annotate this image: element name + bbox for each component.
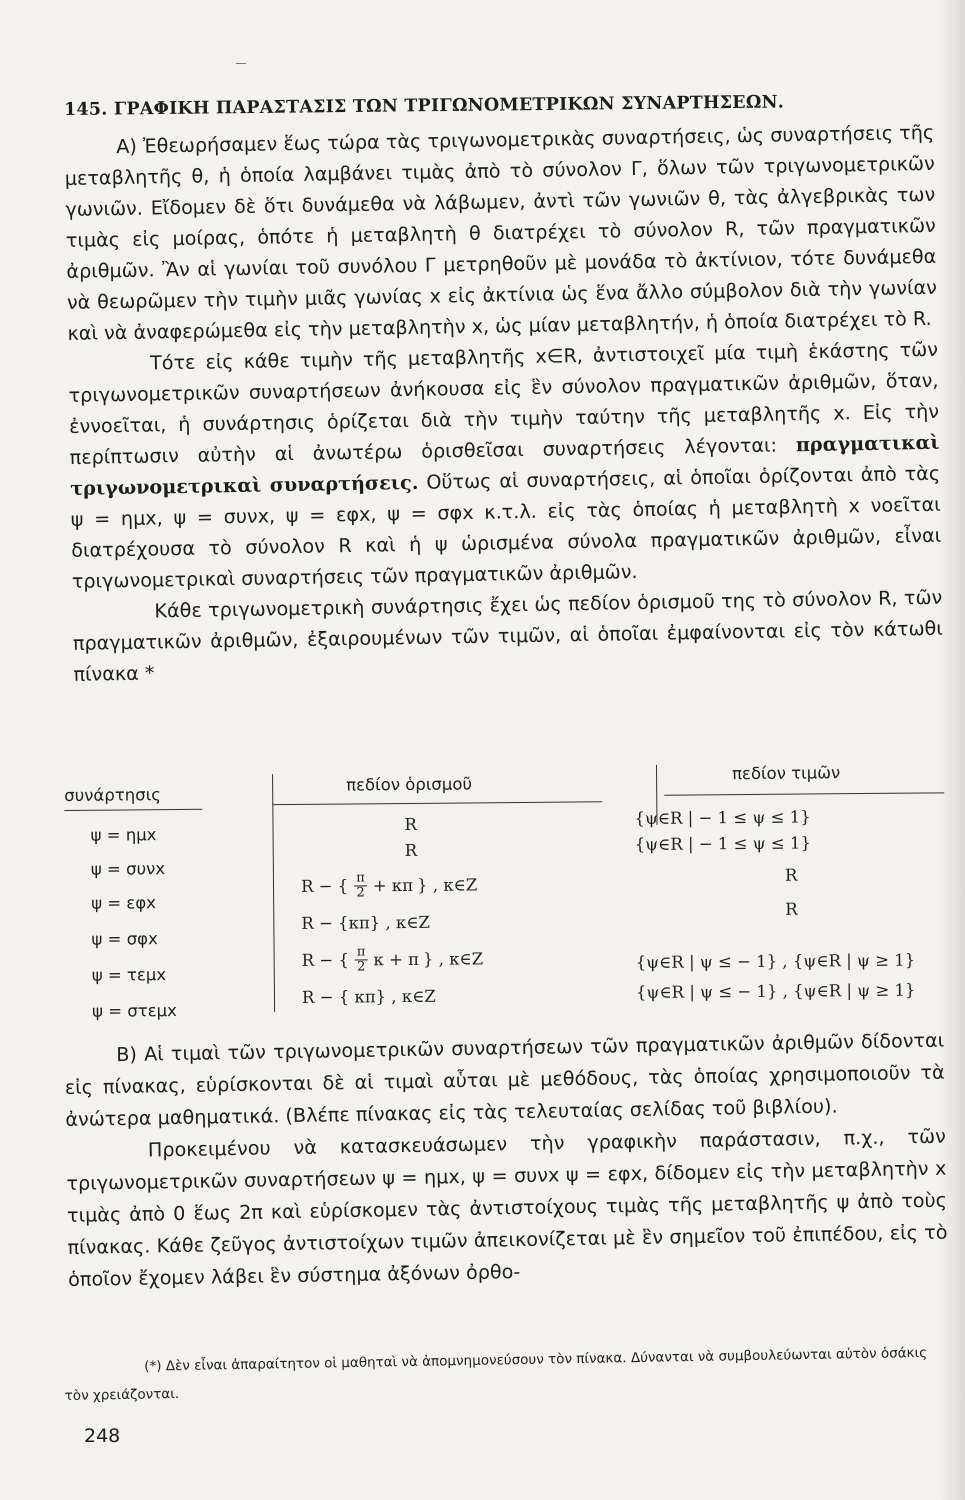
footnote [64, 1339, 945, 1410]
row-2-range: {ψ∈R | − 1 ≤ ψ ≤ 1} [634, 833, 812, 855]
row-1-function: ψ = ημx [90, 825, 157, 845]
row-6-domain: R − { κπ} , κ∈Z [301, 986, 436, 1007]
section-a-text [64, 117, 944, 690]
row-5-domain [302, 944, 484, 975]
row-5-function: ψ = τεμx [91, 965, 167, 985]
header-range: πεδίον τιμῶν [731, 763, 841, 784]
defined-term: πραγματικαὶ τριγωνομετρικαὶ συναρτήσεις. [70, 430, 940, 500]
paragraph-a2 [68, 334, 942, 597]
row-5-domain-start: R − { [301, 950, 350, 970]
row-4-domain: R − {κπ} , κ∈Z [301, 912, 431, 933]
paragraph-b1: Β) Αἱ τιμαὶ τῶν τριγωνομετρικῶν συναρτήσεων τῶν πραγματικῶν ἀριθμῶν δίδονται εἰς πίνακας, εὑρίσκονται δὲ αἱ τιμαὶ αὗται μὲ μεθόδους, τὰς ὁποίας χρησιμοποιοῦν τὰ ἀνώτερα μαθηματικά. (Βλέπε πίνακας εἰς τὰς τελευταίας σελίδας τοῦ βιβλίου). [64, 1028, 945, 1131]
row-6-range: {ψ∈R | ψ ≤ − 1} , {ψ∈R | ψ ≥ 1} [635, 980, 916, 1003]
header-rule-function [64, 809, 202, 811]
footnote-text: (*) Δὲν εἶναι ἀπαραίτητον οἱ μαθηταὶ νὰ ἀπομνημονεύσουν τὸν πίνακα. Δύνανται νὰ συμβουλεύωνται αὐτὸν ὁσάκις τὸν χρειάζονται. [64, 1344, 928, 1404]
functions-table [64, 762, 956, 1030]
row-3-domain-end: } , κ∈Z [416, 875, 478, 895]
paragraph-a2-lead: Τότε εἰς κάθε τιμὴν τῆς μεταβλητῆς x∈R, ἀντιστοιχεῖ μία τιμὴ ἑκάστης τῶν τριγωνομετρικῶν συναρτήσεων ἀνήκουσα εἰς ἓν σύνολον πραγματικῶν ἀριθμῶν, ὅταν, ἐννοεῖται, ἡ συνάρτησις ὁρίζεται διὰ τὴν τιμὴν ταύτην τῆς μεταβλητῆς x. Εἰς τὴν περίπτωσιν αὐτὴν αἱ ἀνωτέρω ὁρισθεῖσαι συναρτήσεις λέγονται: [68, 337, 940, 469]
header-domain: πεδίον ὁρισμοῦ [346, 774, 473, 795]
paragraph-b2: Προκειμένου νὰ κατασκευάσωμεν τὴν γραφικὴν παράστασιν, π.χ., τῶν τριγωνομετρικῶν συναρτήσεων ψ = ημx, ψ = συνx ψ = εφx, δίδομεν εἰς τὴν μεταβλητὴν x τιμὰς ἀπὸ 0 ἕως 2π καὶ εὑρίσκομεν τὰς ἀντιστοίχους τιμὰς τῆς μεταβλητῆς ψ ἀπὸ τοὺς πίνακας. Κάθε ζεῦγος ἀντιστοίχων τιμῶν ἀπεικονίζεται μὲ ἓν σημεῖον τοῦ ἐπιπέδου, εἰς τὸ ὁποῖον ἔχομεν λάβει ἓν σύστημα ἀξόνων ὀρθο- [66, 1124, 948, 1291]
row-2-function: ψ = συνx [90, 859, 166, 879]
scan-mark [236, 63, 246, 64]
row-3-domain [301, 870, 478, 901]
fraction-numerator: π [355, 945, 368, 960]
fraction-denominator: 2 [357, 959, 366, 975]
pi-over-2-fraction [354, 871, 367, 900]
section-b-text [64, 1025, 948, 1296]
pi-over-2-fraction [355, 945, 368, 974]
row-5-domain-middle: κ + π [373, 949, 420, 970]
header-function: συνάρτησις [64, 785, 162, 805]
header-rule-range [664, 792, 944, 795]
row-4-range: R [785, 899, 798, 919]
fraction-numerator: π [354, 871, 367, 886]
fraction-denominator: 2 [356, 885, 365, 901]
page-number: 248 [84, 1425, 121, 1447]
section-heading: 145. ΓΡΑΦΙΚΗ ΠΑΡΑΣΤΑΣΙΣ ΤΩΝ ΤΡΙΓΩΝΟΜΕΤΡΙΚΩΝ ΣΥΝΑΡΤΗΣΕΩΝ. [64, 92, 785, 120]
header-rule-domain [272, 801, 602, 805]
row-3-domain-middle: + κπ [372, 875, 414, 896]
row-5-domain-end: } , κ∈Z [422, 949, 484, 969]
paragraph-a2-rest: Οὕτως αἱ συναρτήσεις, αἱ ὁποῖαι ὁρίζονται ἀπὸ τὰς ψ = ημx, ψ = συνx, ψ = εφx, ψ = σφx κ.τ.λ. εἰς τὰς ὁποίας ἡ μεταβλητὴ x νοεῖται διατρέχουσα τὸ σύνολον R καὶ ἡ ψ ὡρισμένα σύνολα πραγματικῶν ἀριθμῶν, εἶναι τριγωνομετρικαὶ συναρτήσεις τῶν πραγματικῶν ἀριθμῶν. [70, 461, 942, 593]
row-3-range: R [784, 865, 798, 885]
row-3-domain-start: R − { [300, 876, 349, 896]
column-divider-1 [272, 774, 275, 1012]
row-3-function: ψ = εφx [91, 893, 157, 913]
row-6-function: ψ = στεμx [92, 1001, 177, 1021]
row-4-function: ψ = σφx [91, 929, 158, 949]
paragraph-a1: Α) Ἐθεωρήσαμεν ἕως τώρα τὰς τριγωνομετρικὰς συναρτήσεις, ὡς συναρτήσεις τῆς μεταβλητῆς θ, ἡ ὁποία λαμβάνει τιμὰς ἀπὸ τὸ σύνολον Γ, ὅλων τῶν τριγωνομετρικῶν γωνιῶν. Εἴδομεν δὲ ὅτι δυνάμεθα νὰ λάβωμεν, ἀντὶ τῶν γωνιῶν θ, τὰς ἀλγεβρικὰς των τιμὰς εἰς μοίρας, ὁπότε ἡ μεταβλητὴ θ διατρέχει τὸ σύνολον R, τῶν πραγματικῶν ἀριθμῶν. Ἂν αἱ γωνίαι τοῦ συνόλου Γ μετρηθοῦν μὲ μονάδα τὸ ἀκτίνιον, τότε δυνάμεθα νὰ θεωρῶμεν τὴν τιμὴν μιᾶς γωνίας x εἰς ἀκτίνια ὡς ἕνα ἄλλο σύμβολον διὰ τὴν γωνίαν καὶ νὰ ἀναφερώμεθα εἰς τὴν μεταβλητὴν x, ὡς μίαν μεταβλητήν, ἡ ὁποία διατρέχει τὸ R. [64, 120, 938, 345]
row-1-range: {ψ∈R | − 1 ≤ ψ ≤ 1} [634, 807, 811, 829]
paragraph-a3: Κάθε τριγωνομετρικὴ συνάρτησις ἔχει ὡς πεδίον ὁρισμοῦ της τὸ σύνολον R, τῶν πραγματικῶν ἀριθμῶν, ἐξαιρουμένων τῶν τιμῶν, αἱ ὁποῖαι ἐμφαίνονται εἰς τὸν κάτωθι πίνακα * [72, 585, 943, 686]
row-1-domain: R [404, 814, 418, 835]
row-2-domain: R [404, 840, 418, 861]
row-5-range: {ψ∈R | ψ ≤ − 1} , {ψ∈R | ψ ≥ 1} [635, 950, 916, 973]
